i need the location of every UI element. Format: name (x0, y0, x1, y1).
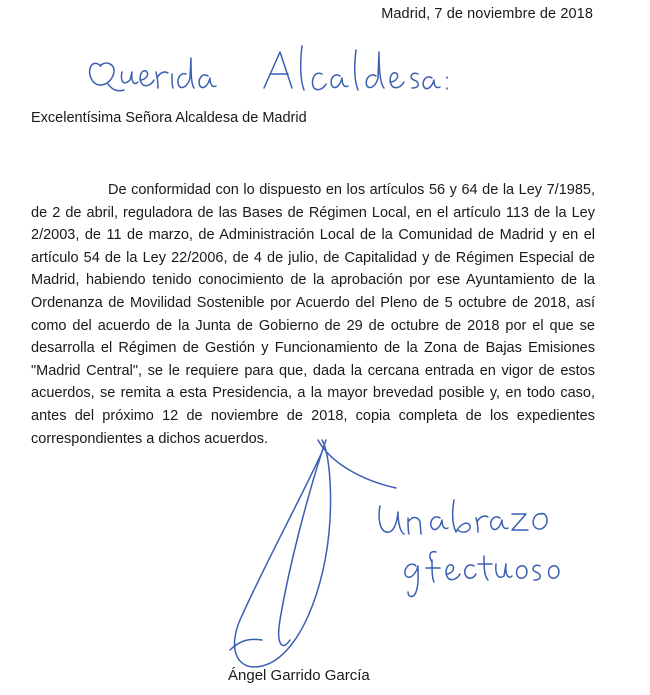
handwritten-closing (379, 500, 547, 534)
handwritten-closing-line2 (405, 552, 559, 597)
letter-body: De conformidad con lo dispuesto en los artículos 56 y 64 de la Ley 7/1985, de 2 de abril, reguladora de las Bases de Régimen Local, en el artículo 113 de la Ley 2/2003, de 11 de marzo, de Administración Local de la Comunidad de Madrid y en el artículo 54 de la Ley 22/2006, de 4 de julio, de Capitalidad y de Régimen Especial de Madrid, habiendo tenido conocimiento de la aprobación por ese Ayuntamiento de la Ordenanza de Movilidad Sostenible por Acuerdo del Pleno de 5 octubre de 2018, así como del acuerdo de la Junta de Gobierno de 29 de octubre de 2018 por el que se desarrolla el Régimen de Gestión y Funcionamiento de la Zona de Bajas Emisiones "Madrid Central", se le requiere para que, dada la cercana entrada en vigor de estos acuerdos, se remita a esta Presidencia, a la mayor brevedad posible y, en todo caso, antes del próximo 12 de noviembre de 2018, copia completa de los expedientes correspondientes a dichos acuerdos. (31, 182, 595, 447)
signature-stroke (230, 440, 396, 667)
letter-date: Madrid, 7 de noviembre de 2018 (381, 6, 593, 22)
addressee: Excelentísima Señora Alcaldesa de Madrid (31, 110, 307, 126)
signer-name: Ángel Garrido García (228, 667, 370, 684)
